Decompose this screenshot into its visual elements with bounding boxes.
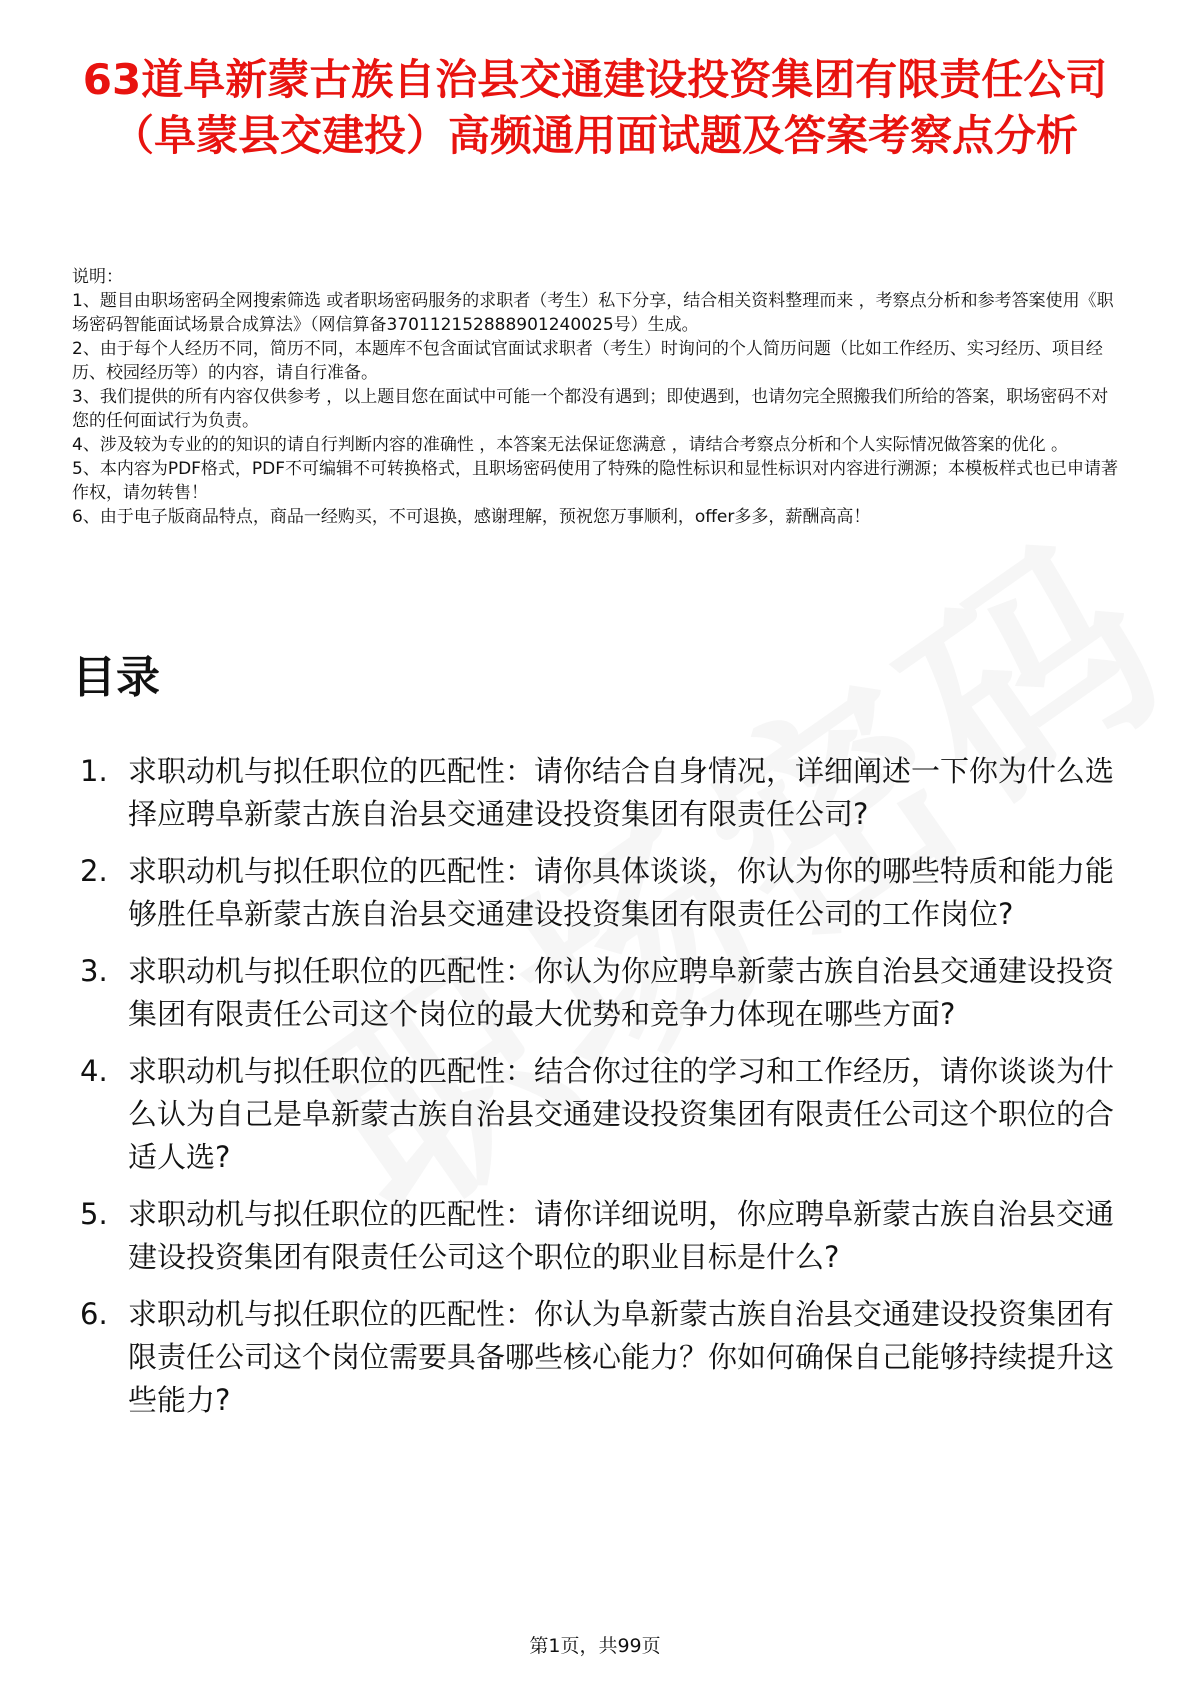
toc-heading: 目录 [72,652,160,703]
note-item: 2、由于每个人经历不同，简历不同，本题库不包含面试官面试求职者（考生）时询问的个人简历问题（比如工作经历、实习经历、项目经历、校园经历等）的内容，请自行准备。 [72,339,1103,383]
toc-item-text[interactable]: 求职动机与拟任职位的匹配性：请你具体谈谈，你认为你的哪些特质和能力能够胜任阜新蒙古族自治县交通建设投资集团有限责任公司的工作岗位? [128,854,1115,931]
toc-item-text[interactable]: 求职动机与拟任职位的匹配性：你认为阜新蒙古族自治县交通建设投资集团有限责任公司这个岗位需要具备哪些核心能力？你如何确保自己能够持续提升这些能力? [128,1297,1115,1417]
page-footer: 第1页，共99页 [529,1635,661,1657]
toc-item-text[interactable]: 求职动机与拟任职位的匹配性：你认为你应聘阜新蒙古族自治县交通建设投资集团有限责任公司这个岗位的最大优势和竞争力体现在哪些方面? [128,954,1115,1031]
document-title: 63道阜新蒙古族自治县交通建设投资集团有限责任公司（阜蒙县交建投）高频通用面试题及答案考察点分析 [82,55,1108,160]
toc-item[interactable] [72,1293,1132,1422]
toc-item[interactable] [72,750,1132,836]
toc-item[interactable] [72,950,1132,1036]
note-item: 1、题目由职场密码全网搜索筛选 或者职场密码服务的求职者（考生）私下分享，结合相关资料整理而来 ，考察点分析和参考答案使用《职场密码智能面试场景合成算法》（网信算备370112152888901240025号）生成。 [72,291,1114,335]
toc-item-number: 2. [80,854,108,888]
note-item: 6、由于电子版商品特点，商品一经购买，不可退换，感谢理解，预祝您万事顺利，offer多多，薪酬高高！ [72,507,871,527]
note-item: 4、涉及较为专业的的知识的请自行判断内容的准确性 ，本答案无法保证您满意 ，请结合考察点分析和个人实际情况做答案的优化 。 [72,435,1069,455]
toc-item-number: 1. [80,754,108,788]
toc-item-number: 5. [80,1197,108,1231]
toc-item-text[interactable]: 求职动机与拟任职位的匹配性：请你详细说明，你应聘阜新蒙古族自治县交通建设投资集团有限责任公司这个职位的职业目标是什么? [128,1197,1115,1274]
toc-item-text[interactable]: 求职动机与拟任职位的匹配性：结合你过往的学习和工作经历，请你谈谈为什么认为自己是阜新蒙古族自治县交通建设投资集团有限责任公司这个职位的合适人选? [128,1054,1115,1174]
notes-section [72,265,1122,529]
note-item: 3、我们提供的所有内容仅供参考 ，以上题目您在面试中可能一个都没有遇到；即使遇到，也请勿完全照搬我们所给的答案，职场密码不对您的任何面试行为负责。 [72,387,1109,431]
toc-item-number: 4. [80,1054,108,1088]
toc-item[interactable] [72,850,1132,936]
toc-item-number: 6. [80,1297,108,1331]
toc-item[interactable] [72,1193,1132,1279]
notes-heading: 说明： [72,267,123,287]
toc-item-text[interactable]: 求职动机与拟任职位的匹配性：请你结合自身情况，详细阐述一下你为什么选择应聘阜新蒙古族自治县交通建设投资集团有限责任公司? [128,754,1115,831]
toc-item-number: 3. [80,954,108,988]
toc-item[interactable] [72,1050,1132,1179]
note-item: 5、本内容为PDF格式，PDF不可编辑不可转换格式，且职场密码使用了特殊的隐性标识和显性标识对内容进行溯源；本模板样式也已申请著作权，请勿转售！ [72,459,1119,503]
toc-list [72,750,1132,1436]
